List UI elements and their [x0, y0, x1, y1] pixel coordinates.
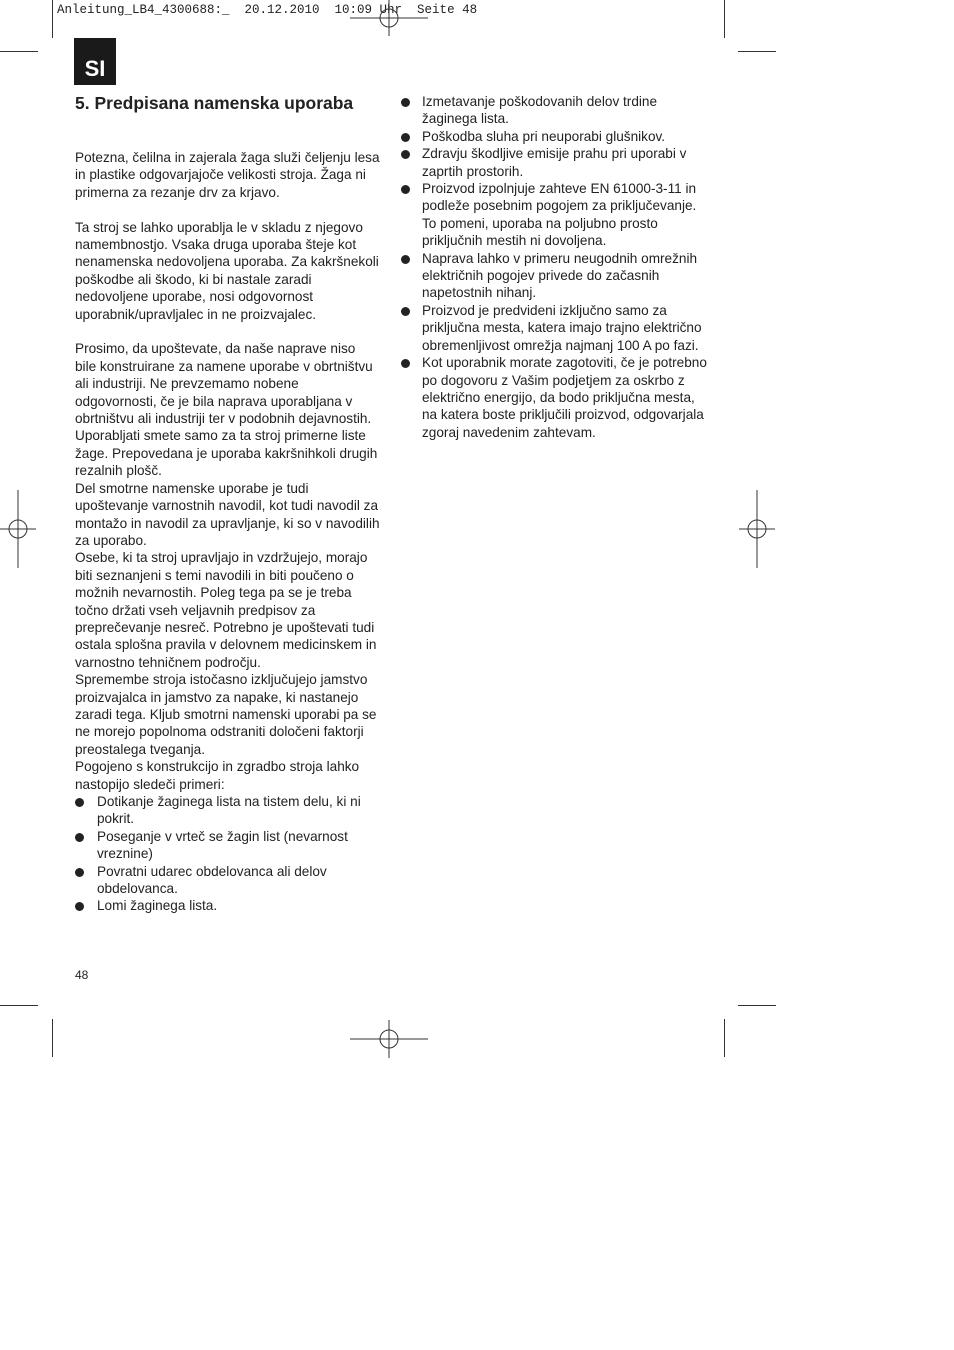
crop-mark — [738, 51, 776, 52]
language-badge: SI — [74, 38, 116, 85]
page-number: 48 — [75, 968, 89, 982]
left-column — [75, 92, 380, 915]
crop-mark — [52, 1019, 53, 1057]
list-item — [400, 145, 710, 180]
paragraph: Potezna, čelilna in zajerala žaga služi čeljenju lesa in plastike odgovarjajoče velikosti stroja. Žaga ni primerna za rezanje drv za krjavo. — [75, 150, 380, 200]
list-item-text: Naprava lahko v primeru neugodnih omrežnih električnih pogojev privede do začasnih napetostnih nihanj. — [422, 250, 698, 301]
bullet-icon — [401, 150, 410, 159]
list-item-text: Povratni udarec obdelovanca ali delov obdelovanca. — [97, 863, 327, 897]
bullet-icon — [75, 833, 84, 842]
bullet-icon — [401, 307, 410, 316]
bullet-icon — [401, 133, 410, 142]
list-item — [75, 897, 380, 914]
list-item-text: Proizvod izpolnjuje zahteve EN 61000-3-11 in podleže posebnim pogojem za priključevanje. To pomeni, uporaba na poljubno prosto priključnih mestih ni dovoljena. — [422, 181, 697, 249]
bullet-icon — [401, 359, 410, 368]
list-item — [75, 863, 380, 898]
bullet-icon — [75, 902, 84, 911]
registration-mark-right — [739, 490, 775, 568]
crop-mark — [0, 51, 38, 52]
paragraph: Uporabljati smete samo za ta stroj primerne liste žage. Prepovedana je uporaba kakršnihkoli drugih rezalnih plošč. — [75, 428, 378, 479]
paragraph: Prosimo, da upoštevate, da naše naprave niso bile konstruirane za namene uporabe v obrtništvu ali industriji. Ne prevzemamo nobene odgovornosti, če je bila naprava uporabljana v obrtništvu ali industriji ter v podobnih dejavnostih. — [75, 341, 373, 427]
list-item — [400, 354, 710, 441]
crop-mark — [738, 1005, 776, 1006]
list-item-text: Kot uporabnik morate zagotoviti, če je potrebno po dogovoru z Vašim podjetjem za oskrbo z električno energijo, da bodo priključna mesta, na katera boste priključili proizvod, odgovarjala zgoraj navedenim zahtevam. — [422, 355, 707, 440]
right-column — [400, 93, 710, 441]
list-item-text: Poseganje v vrteč se žagin list (nevarnost vreznine) — [97, 828, 348, 862]
registration-mark-bottom — [350, 1020, 428, 1058]
paragraph: Spremembe stroja istočasno izključujejo jamstvo proizvajalca in jamstvo za napake, ki nastanejo zaradi tega. Kljub smotrni namenski uporabi pa se ne morejo popolnoma odstraniti določeni faktorji preostalega tveganja. — [75, 672, 377, 757]
list-item — [400, 128, 710, 145]
paragraph: Pogojeno s konstrukcijo in zgradbo stroja lahko nastopijo sledeči primeri: — [75, 759, 360, 792]
list-item-text: Zdravju škodljive emisije prahu pri uporabi v zaprtih prostorih. — [422, 146, 687, 179]
crop-mark — [52, 0, 53, 38]
bullet-icon — [401, 255, 410, 264]
hazard-list — [75, 793, 380, 915]
list-item — [400, 93, 710, 128]
list-item-text: Poškodba sluha pri neuporabi glušnikov. — [422, 128, 666, 144]
list-item-text: Proizvod je predvideni izključno samo za priključna mesta, katera imajo trajno električno obremenljivost omrežja najmanj 100 A po fazi. — [422, 302, 702, 353]
bullet-icon — [75, 868, 84, 877]
list-item-text: Lomi žaginega lista. — [97, 898, 218, 914]
list-item — [75, 828, 380, 863]
paragraph: Del smotrne namenske uporabe je tudi upoštevanje varnostnih navodil, kot tudi navodil za montažo in navodil za upravljanje, ki so v navodilih za uporabo. — [75, 480, 380, 548]
print-header: Anleitung_LB4_4300688:_ 20.12.2010 10:09 Uhr Seite 48 — [57, 3, 478, 17]
crop-mark — [724, 0, 725, 38]
crop-mark — [724, 1019, 725, 1057]
bullet-icon — [401, 185, 410, 194]
list-item — [75, 793, 380, 828]
registration-mark-left — [0, 490, 36, 568]
list-item-text: Dotikanje žaginega lista na tistem delu, ki ni pokrit. — [97, 794, 361, 827]
list-item — [400, 180, 710, 250]
registration-mark-top — [350, 0, 428, 36]
crop-mark — [0, 1005, 38, 1006]
paragraph: Osebe, ki ta stroj upravljajo in vzdržujejo, morajo biti seznanjeni s temi navodili in biti poučeno o možnih nevarnostih. Poleg tega pa se je treba točno držati vseh veljavnih predpisov za preprečevanje nesreč. Potrebno je upoštevati tudi ostala splošna pravila v delovnem medicinskem in varnostno tehničnem področju. — [75, 550, 377, 670]
section-heading: 5. Predpisana namenska uporaba — [75, 93, 354, 113]
paragraph: Ta stroj se lahko uporablja le v skladu z njegovo namembnostjo. Vsaka druga uporaba šteje kot nenamenska nedovoljena uporaba. Za kakršnekoli poškodbe ali škodo, ki bi nastale zaradi nedovoljene uporabe, nosi odgovornost uporabnik/upravljalec in ne proizvajalec. — [75, 219, 379, 322]
bullet-icon — [401, 98, 410, 107]
bullet-icon — [75, 798, 84, 807]
hazard-list-continued — [400, 93, 710, 441]
list-item-text: Izmetavanje poškodovanih delov trdine žaginega lista. — [422, 94, 658, 127]
list-item — [400, 302, 710, 354]
list-item — [400, 250, 710, 302]
